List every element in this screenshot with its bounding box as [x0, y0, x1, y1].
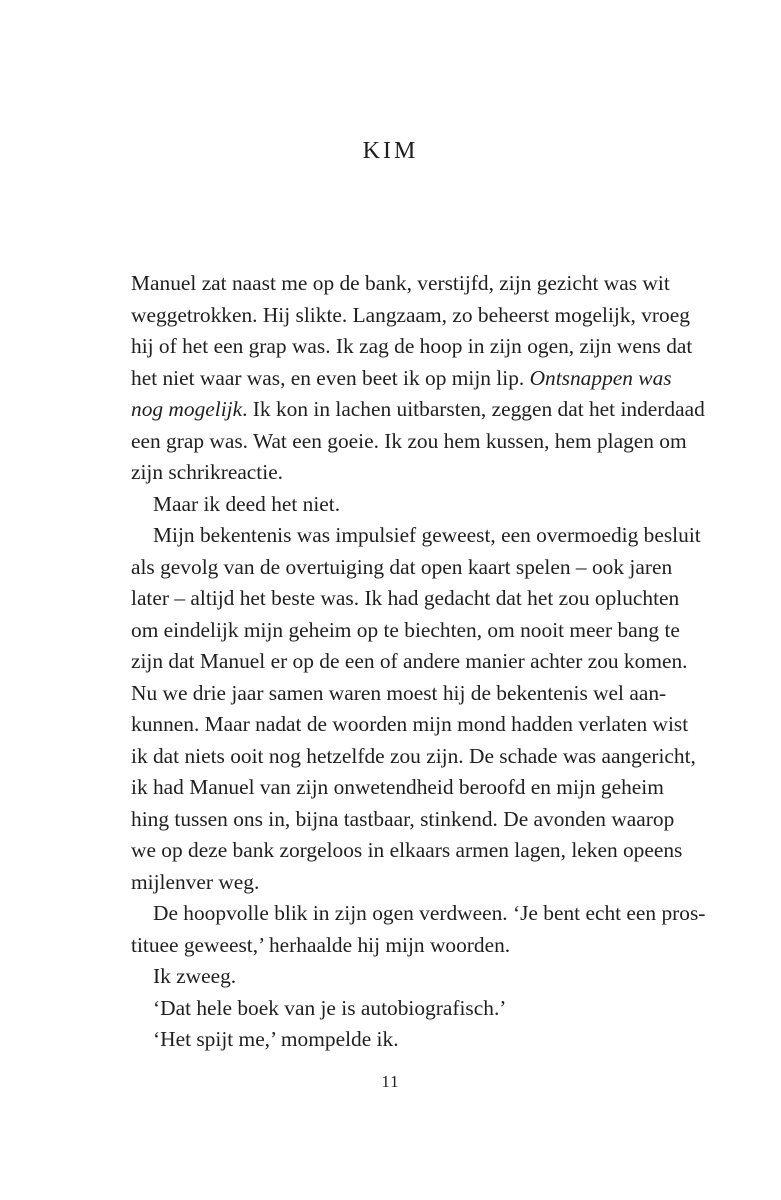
paragraph — [131, 489, 646, 521]
paragraph — [131, 898, 706, 961]
chapter-title: KIM — [362, 138, 419, 164]
text-line: ‘Het spijt me,’ mompelde ik. — [153, 1027, 399, 1051]
paragraph — [131, 1024, 646, 1056]
text-line: kunnen. Maar nadat de woorden mijn mond hadden verlaten wist — [131, 712, 689, 736]
body-text — [131, 268, 706, 1056]
text-line: Maar ik deed het niet. — [153, 491, 341, 516]
text-line: een grap was. Wat een goeie. Ik zou hem kussen, hem plagen om — [131, 428, 687, 453]
text-line: hing tussen ons in, bijna tastbaar, stinkend. De avonden waarop — [131, 806, 675, 831]
text-line: mijlenver weg. — [131, 869, 260, 894]
text-line: Manuel zat naast me op de bank, verstijfd, zijn gezicht was wit — [131, 271, 670, 295]
text-line: zijn dat Manuel er op de een of andere manier achter zou komen. — [131, 649, 688, 673]
text-line: zijn schrikreactie. — [131, 460, 284, 484]
text-line: ik had Manuel van zijn onwetendheid beroofd en mijn geheim — [131, 775, 664, 799]
paragraph — [131, 993, 646, 1025]
text-line: hij of het een grap was. Ik zag de hoop in zijn ogen, zijn wens dat — [131, 334, 693, 358]
italic-text: Ontsnappen was — [529, 365, 672, 390]
text-line: tituee geweest,’ herhaalde hij mijn woorden. — [131, 932, 511, 957]
text-line: weggetrokken. Hij slikte. Langzaam, zo beheerst mogelijk, vroeg — [131, 302, 690, 327]
paragraph — [131, 961, 646, 993]
text-line: ‘Dat hele boek van je is autobiografisch.’ — [153, 995, 507, 1020]
page-number: 11 — [381, 1072, 400, 1091]
text-line: Ik zweeg. — [153, 964, 237, 988]
text-line: we op deze bank zorgeloos in elkaars armen lagen, leken opeens — [131, 838, 683, 862]
text-line: Nu we drie jaar samen waren moest hij de bekentenis wel aan- — [131, 680, 667, 705]
text-line — [131, 394, 705, 426]
paragraph — [131, 520, 701, 898]
text-line: later – altijd het beste was. Ik had gedacht dat het zou opluchten — [131, 586, 680, 610]
text-line: ik dat niets ooit nog hetzelfde zou zijn. De schade was aangericht, — [131, 743, 696, 768]
text-line: om eindelijk mijn geheim op te biechten, om nooit meer bang te — [131, 617, 680, 642]
text-run: . Ik kon in lachen uitbarsten, zeggen dat het inderdaad — [242, 397, 705, 421]
text-line: als gevolg van de overtuiging dat open kaart spelen – ook jaren — [131, 554, 673, 579]
text-line: Mijn bekentenis was impulsief geweest, een overmoedig besluit — [153, 523, 701, 547]
text-run: het niet waar was, en even beet ik op mijn lip. — [131, 365, 530, 390]
paragraph — [131, 268, 705, 489]
text-line: De hoopvolle blik in zijn ogen verdween. ‘Je bent echt een pros- — [153, 901, 706, 925]
text-line — [131, 363, 672, 395]
italic-text: nog mogelijk — [131, 397, 243, 421]
